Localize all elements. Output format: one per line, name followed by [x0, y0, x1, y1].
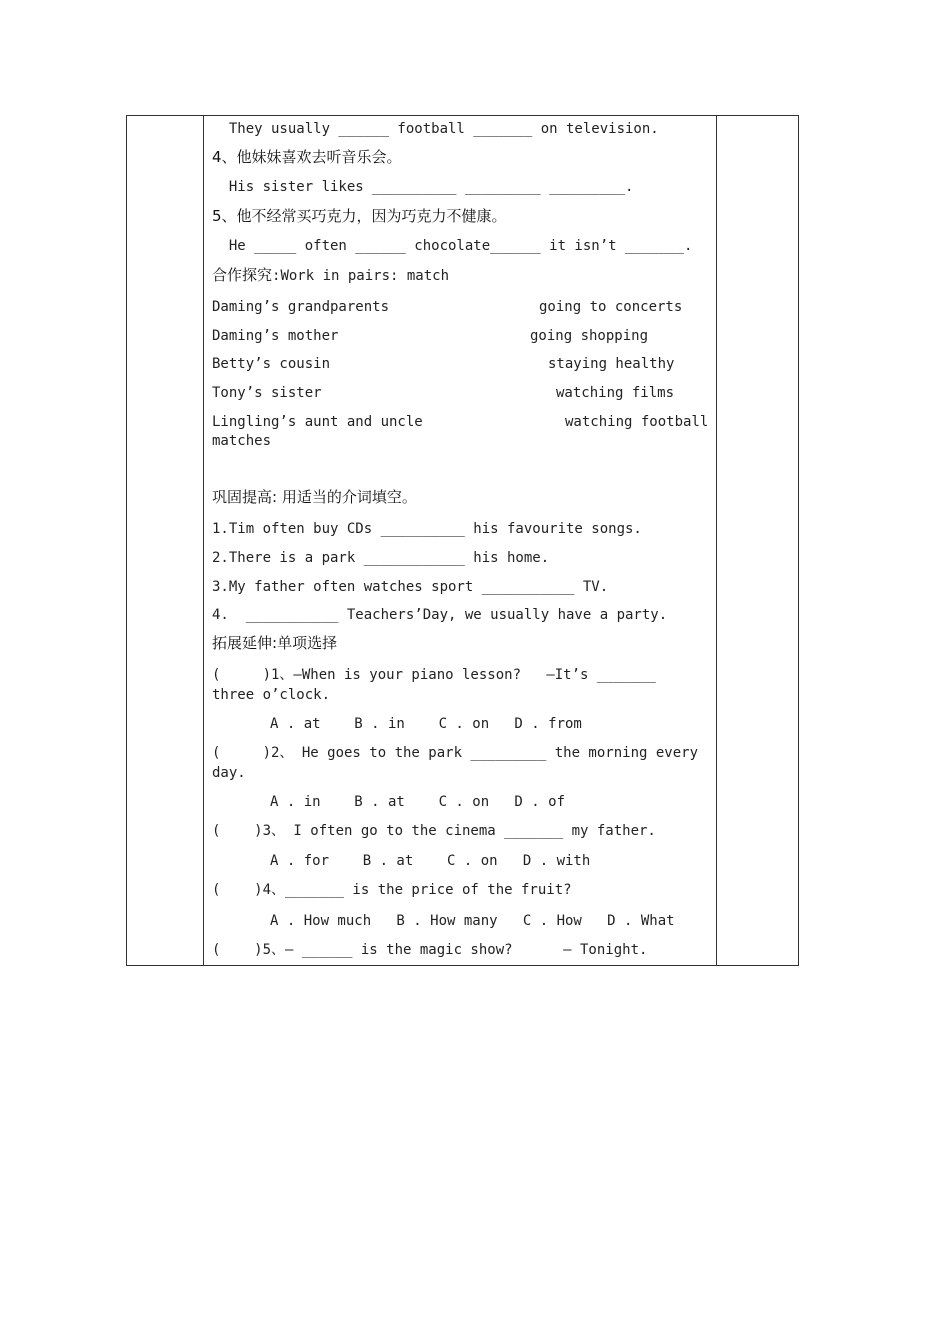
prep-item-4: 4. ___________ Teachers’Day, we usually have a party. [212, 607, 668, 623]
pairs-heading-english: :Work in pairs: match [272, 268, 450, 284]
mc-q2-options: A . in B . at C . on D . of [270, 794, 566, 810]
pair-right-5: watching football [565, 414, 709, 430]
mc-q4-options: A . How much B . How many C . How D . What [270, 913, 675, 929]
prep-heading: 巩固提高: 用适当的介词填空。 [212, 488, 417, 506]
translate-q5-chinese: 5、他不经常买巧克力，因为巧克力不健康。 [212, 207, 507, 225]
prep-item-3: 3.My father often watches sport ___________ TV. [212, 579, 609, 595]
translate-q4-chinese: 4、他妹妹喜欢去听音乐会。 [212, 148, 402, 166]
mc-q1: ( )1、—When is your piano lesson? —It’s _______ [212, 667, 656, 683]
pair-right-2: going shopping [530, 328, 649, 344]
translate-q4-english: His sister likes __________ _________ _________. [212, 179, 634, 195]
pair-left-1: Daming’s grandparents [212, 299, 390, 315]
pair-right-4: watching films [556, 385, 675, 401]
pair-left-3: Betty’s cousin [212, 356, 331, 372]
mc-q4: ( )4、_______ is the price of the fruit? [212, 882, 572, 898]
pairs-heading-chinese: 合作探究 [212, 266, 273, 284]
mc-q2: ( )2、 He goes to the park _________ the morning every [212, 745, 699, 761]
mc-heading [212, 634, 337, 654]
column-divider-right [716, 116, 717, 965]
mc-q3: ( )3、 I often go to the cinema _______ my father. [212, 823, 656, 839]
translate-q5-english: He _____ often ______ chocolate______ it isn’t _______. [212, 238, 693, 254]
mc-heading-chinese: 拓展延伸 [212, 634, 273, 652]
mc-q1-wrap: three o’clock. [212, 687, 331, 703]
mc-q5: ( )5、— ______ is the magic show? — Tonight. [212, 942, 648, 958]
mc-heading-rest: :单项选择 [272, 634, 338, 652]
mc-q1-options: A . at B . in C . on D . from [270, 716, 582, 732]
pair-right-1: going to concerts [539, 299, 683, 315]
column-divider-left [203, 116, 204, 965]
mc-q3-options: A . for B . at C . on D . with [270, 853, 591, 869]
pair-right-5-wrap: matches [212, 433, 272, 449]
pair-left-2: Daming’s mother [212, 328, 339, 344]
mc-q2-wrap: day. [212, 765, 246, 781]
prep-item-1: 1.Tim often buy CDs __________ his favourite songs. [212, 521, 642, 537]
pair-right-3: staying healthy [548, 356, 675, 372]
pair-left-5: Lingling’s aunt and uncle [212, 414, 423, 430]
worksheet-table [126, 115, 799, 966]
translate-q3-english: They usually ______ football _______ on television. [212, 121, 659, 137]
pair-left-4: Tony’s sister [212, 385, 322, 401]
prep-item-2: 2.There is a park ____________ his home. [212, 550, 550, 566]
pairs-heading [212, 266, 449, 286]
